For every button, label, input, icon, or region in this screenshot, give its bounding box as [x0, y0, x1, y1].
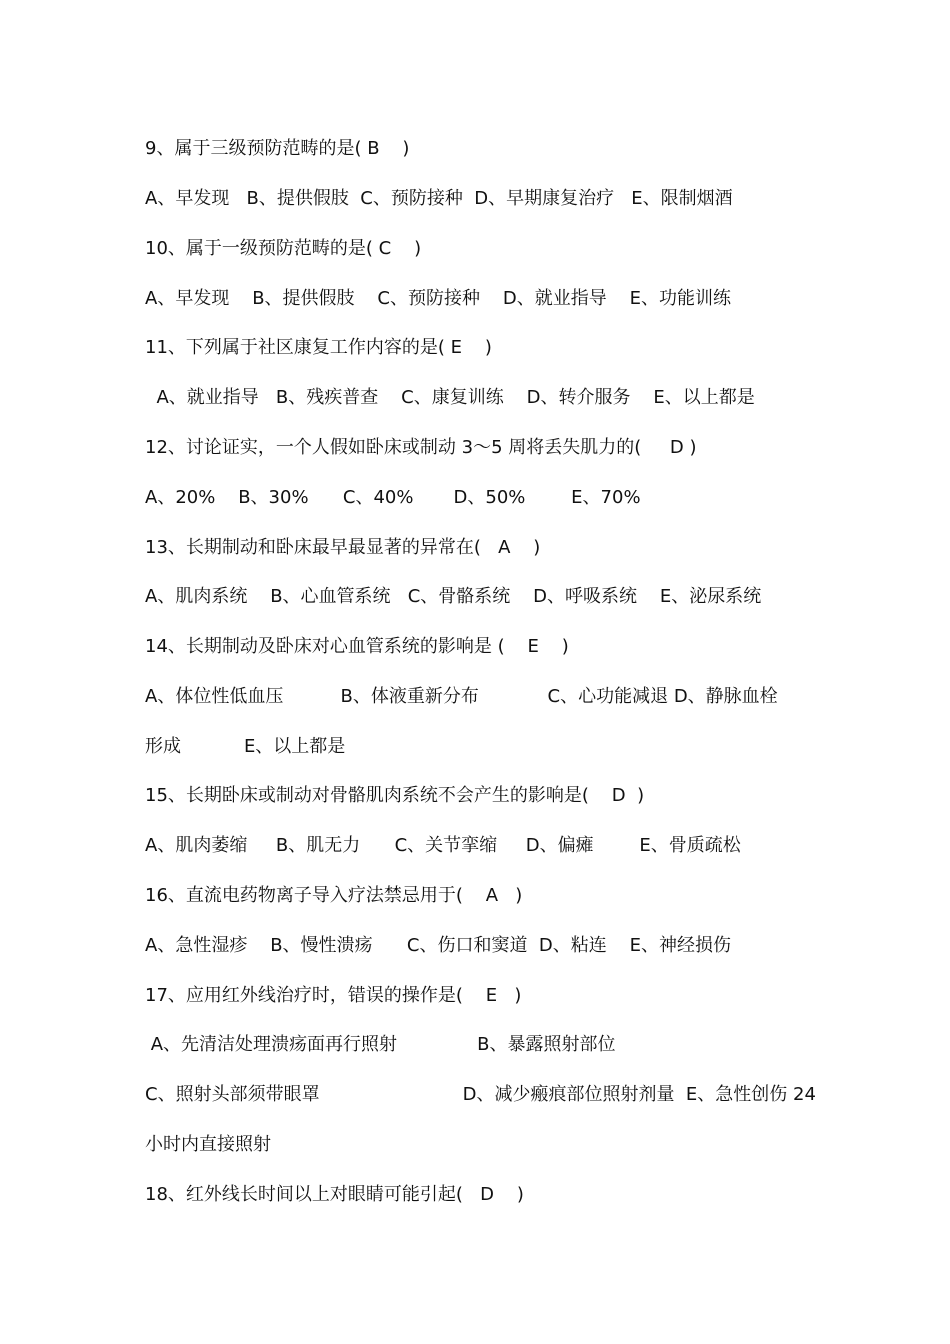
question-17: 17、应用红外线治疗时，错误的操作是( E )	[145, 985, 522, 1006]
question-11: 11、下列属于社区康复工作内容的是( E )	[145, 337, 492, 358]
question-12-options: A、20% B、30% C、40% D、50% E、70%	[145, 487, 641, 508]
question-17-options-end: 小时内直接照射	[145, 1134, 271, 1155]
question-16-options: A、急性湿疹 B、慢性溃疡 C、伤口和窦道 D、粘连 E、神经损伤	[145, 935, 732, 956]
question-14-options-continued: 形成 E、以上都是	[145, 736, 346, 757]
question-18: 18、红外线长时间以上对眼睛可能引起( D )	[145, 1184, 524, 1205]
question-14: 14、长期制动及卧床对心血管系统的影响是 ( E )	[145, 636, 569, 657]
question-17-options: A、先清洁处理溃疡面再行照射 B、暴露照射部位	[145, 1034, 616, 1055]
question-12: 12、讨论证实，一个人假如卧床或制动 3～5 周将丢失肌力的( D )	[145, 437, 697, 458]
question-10: 10、属于一级预防范畴的是( C )	[145, 238, 422, 259]
question-15: 15、长期卧床或制动对骨骼肌肉系统不会产生的影响是( D )	[145, 785, 645, 806]
question-10-options: A、早发现 B、提供假肢 C、预防接种 D、就业指导 E、功能训练	[145, 288, 732, 309]
question-13: 13、长期制动和卧床最早最显著的异常在( A )	[145, 537, 541, 558]
question-14-options: A、体位性低血压 B、体液重新分布 C、心功能减退 D、静脉血栓	[145, 686, 778, 707]
question-16: 16、直流电药物离子导入疗法禁忌用于( A )	[145, 885, 523, 906]
question-11-options: A、就业指导 B、残疾普查 C、康复训练 D、转介服务 E、以上都是	[145, 387, 755, 408]
question-13-options: A、肌肉系统 B、心血管系统 C、骨骼系统 D、呼吸系统 E、泌尿系统	[145, 586, 762, 607]
question-15-options: A、肌肉萎缩 B、肌无力 C、关节挛缩 D、偏瘫 E、骨质疏松	[145, 835, 741, 856]
question-17-options-continued: C、照射头部须带眼罩 D、减少瘢痕部位照射剂量 E、急性创伤 24	[145, 1084, 816, 1105]
question-9-options: A、早发现 B、提供假肢 C、预防接种 D、早期康复治疗 E、限制烟酒	[145, 188, 733, 209]
question-9: 9、属于三级预防范畴的是( B )	[145, 138, 410, 159]
